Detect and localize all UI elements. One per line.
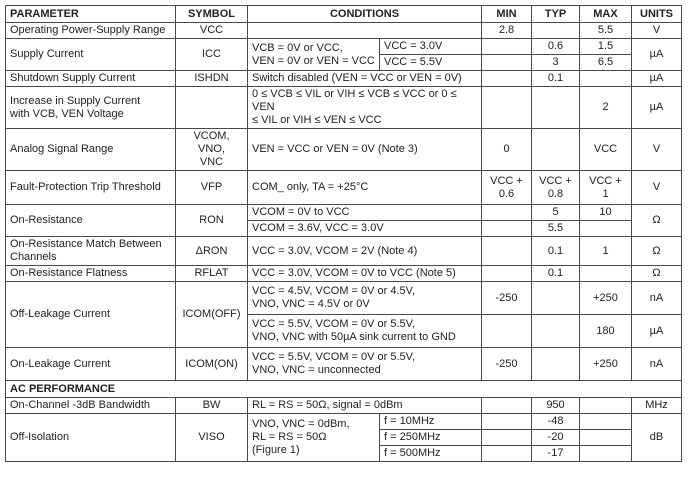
min-cell <box>482 205 532 221</box>
col-max: MAX <box>580 6 632 23</box>
table-row <box>6 129 682 171</box>
min-cell <box>482 315 532 348</box>
typ-cell <box>532 23 580 39</box>
min-cell: 2.8 <box>482 23 532 39</box>
cond-cell: RL = RS = 50Ω, signal = 0dBm <box>248 398 482 414</box>
table-row <box>6 266 682 282</box>
min-cell <box>482 221 532 237</box>
table-row <box>6 398 682 414</box>
symbol-cell: ΔRON <box>176 237 248 266</box>
typ-cell <box>532 129 580 171</box>
unit-cell: V <box>632 23 682 39</box>
symbol-cell: RFLAT <box>176 266 248 282</box>
unit-cell: Ω <box>632 266 682 282</box>
max-cell: 6.5 <box>580 55 632 71</box>
param-cell: Supply Current <box>6 39 176 71</box>
typ-cell: 0.1 <box>532 266 580 282</box>
min-cell <box>482 266 532 282</box>
subcond-cell: VCC = 3.0V <box>380 39 482 55</box>
max-cell: +250 <box>580 282 632 315</box>
symbol-cell: ICC <box>176 39 248 71</box>
symbol-cell: ICOM(OFF) <box>176 282 248 348</box>
col-min: MIN <box>482 6 532 23</box>
min-cell <box>482 414 532 430</box>
typ-cell: 950 <box>532 398 580 414</box>
max-cell: 1 <box>580 237 632 266</box>
param-cell: On-Leakage Current <box>6 348 176 381</box>
unit-cell: Ω <box>632 237 682 266</box>
cond-cell: VCC = 5.5V, VCOM = 0V or 5.5V, VNO, VNC = unconnected <box>248 348 482 381</box>
min-cell: VCC + 0.6 <box>482 171 532 205</box>
typ-cell: 3 <box>532 55 580 71</box>
col-parameter: PARAMETER <box>6 6 176 23</box>
min-cell: -250 <box>482 348 532 381</box>
param-cell: Analog Signal Range <box>6 129 176 171</box>
max-cell: VCC <box>580 129 632 171</box>
min-cell <box>482 55 532 71</box>
param-cell: On-Resistance Flatness <box>6 266 176 282</box>
cond-cell: VCC = 4.5V, VCOM = 0V or 4.5V, VNO, VNC = 4.5V or 0V <box>248 282 482 315</box>
subcond-cell: f = 10MHz <box>380 414 482 430</box>
typ-cell <box>532 315 580 348</box>
unit-cell: V <box>632 171 682 205</box>
subcond-cell: VCC = 5.5V <box>380 55 482 71</box>
cond-cell: VCC = 3.0V, VCOM = 0V to VCC (Note 5) <box>248 266 482 282</box>
param-cell: On-Channel -3dB Bandwidth <box>6 398 176 414</box>
param-cell: Off-Isolation <box>6 414 176 462</box>
typ-cell: -17 <box>532 446 580 462</box>
typ-cell: 5.5 <box>532 221 580 237</box>
col-units: UNITS <box>632 6 682 23</box>
typ-cell: 0.1 <box>532 237 580 266</box>
symbol-cell: VISO <box>176 414 248 462</box>
cond-cell: 0 ≤ VCB ≤ VIL or VIH ≤ VCB ≤ VCC or 0 ≤ VEN ≤ VIL or VIH ≤ VEN ≤ VCC <box>248 87 482 129</box>
cond-cell: VCOM = 0V to VCC <box>248 205 482 221</box>
param-cell: Off-Leakage Current <box>6 282 176 348</box>
unit-cell: V <box>632 129 682 171</box>
param-cell: Increase in Supply Current with VCB, VEN Voltage <box>6 87 176 129</box>
cond-cell: VCB = 0V or VCC, VEN = 0V or VEN = VCC <box>248 39 380 71</box>
max-cell <box>580 446 632 462</box>
cond-cell: COM_ only, TA = +25°C <box>248 171 482 205</box>
unit-cell: nA <box>632 348 682 381</box>
param-cell: On-Resistance Match Between Channels <box>6 237 176 266</box>
subcond-cell: f = 500MHz <box>380 446 482 462</box>
unit-cell: dB <box>632 414 682 462</box>
symbol-cell: VFP <box>176 171 248 205</box>
unit-cell: Ω <box>632 205 682 237</box>
electrical-characteristics-table <box>5 5 682 462</box>
col-typ: TYP <box>532 6 580 23</box>
typ-cell <box>532 87 580 129</box>
typ-cell: -48 <box>532 414 580 430</box>
table-row <box>6 171 682 205</box>
symbol-cell <box>176 87 248 129</box>
section-title: AC PERFORMANCE <box>6 381 682 398</box>
max-cell: 1.5 <box>580 39 632 55</box>
typ-cell <box>532 348 580 381</box>
max-cell: 180 <box>580 315 632 348</box>
min-cell <box>482 398 532 414</box>
cond-cell: Switch disabled (VEN = VCC or VEN = 0V) <box>248 71 482 87</box>
unit-cell: µA <box>632 71 682 87</box>
param-cell: Shutdown Supply Current <box>6 71 176 87</box>
min-cell: 0 <box>482 129 532 171</box>
symbol-cell: VCC <box>176 23 248 39</box>
max-cell <box>580 71 632 87</box>
table-row <box>6 87 682 129</box>
cond-cell <box>248 23 482 39</box>
table-row <box>6 348 682 381</box>
col-conditions: CONDITIONS <box>248 6 482 23</box>
cond-cell: VCOM = 3.6V, VCC = 3.0V <box>248 221 482 237</box>
typ-cell: 0.1 <box>532 71 580 87</box>
typ-cell <box>532 282 580 315</box>
subcond-cell: f = 250MHz <box>380 430 482 446</box>
param-cell: Operating Power-Supply Range <box>6 23 176 39</box>
min-cell <box>482 446 532 462</box>
param-cell: On-Resistance <box>6 205 176 237</box>
table-row <box>6 282 682 315</box>
cond-cell: VCC = 3.0V, VCOM = 2V (Note 4) <box>248 237 482 266</box>
table-row <box>6 71 682 87</box>
min-cell: -250 <box>482 282 532 315</box>
min-cell <box>482 430 532 446</box>
table-row <box>6 205 682 221</box>
header-row <box>6 6 682 23</box>
unit-cell: µA <box>632 315 682 348</box>
max-cell: 2 <box>580 87 632 129</box>
max-cell <box>580 266 632 282</box>
unit-cell: µA <box>632 39 682 71</box>
max-cell <box>580 414 632 430</box>
table-row <box>6 23 682 39</box>
unit-cell: MHz <box>632 398 682 414</box>
min-cell <box>482 71 532 87</box>
symbol-cell: ICOM(ON) <box>176 348 248 381</box>
unit-cell: nA <box>632 282 682 315</box>
symbol-cell: BW <box>176 398 248 414</box>
param-cell: Fault-Protection Trip Threshold <box>6 171 176 205</box>
max-cell: 5.5 <box>580 23 632 39</box>
typ-cell: VCC + 0.8 <box>532 171 580 205</box>
cond-cell: VEN = VCC or VEN = 0V (Note 3) <box>248 129 482 171</box>
symbol-cell: VCOM, VNO, VNC <box>176 129 248 171</box>
table-row <box>6 237 682 266</box>
min-cell <box>482 237 532 266</box>
max-cell <box>580 221 632 237</box>
table-row <box>6 39 682 55</box>
unit-cell: µA <box>632 87 682 129</box>
symbol-cell: RON <box>176 205 248 237</box>
min-cell <box>482 39 532 55</box>
table-row <box>6 414 682 430</box>
cond-cell: VCC = 5.5V, VCOM = 0V or 5.5V, VNO, VNC with 50µA sink current to GND <box>248 315 482 348</box>
cond-cell: VNO, VNC = 0dBm, RL = RS = 50Ω (Figure 1) <box>248 414 380 462</box>
typ-cell: -20 <box>532 430 580 446</box>
max-cell <box>580 430 632 446</box>
max-cell <box>580 398 632 414</box>
section-row <box>6 381 682 398</box>
max-cell: VCC + 1 <box>580 171 632 205</box>
max-cell: 10 <box>580 205 632 221</box>
symbol-cell: ISHDN <box>176 71 248 87</box>
typ-cell: 5 <box>532 205 580 221</box>
col-symbol: SYMBOL <box>176 6 248 23</box>
min-cell <box>482 87 532 129</box>
max-cell: +250 <box>580 348 632 381</box>
typ-cell: 0.6 <box>532 39 580 55</box>
